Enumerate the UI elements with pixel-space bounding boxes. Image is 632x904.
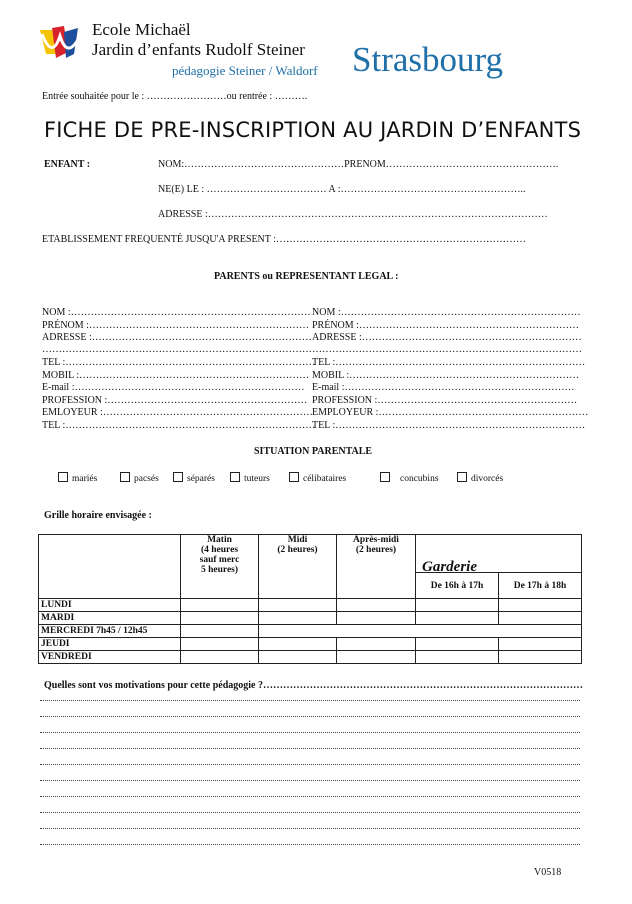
- entry-line: Entrée souhaitée pour le : ……………………ou rentrée : ……….: [42, 91, 308, 102]
- parent2-employeur-field[interactable]: EMPLOYEUR :………………………………………………………: [312, 407, 589, 418]
- motivation-line[interactable]: [40, 716, 580, 717]
- cell-jeudi-g1[interactable]: [416, 638, 499, 651]
- checkbox-box[interactable]: [120, 472, 130, 482]
- cell-mardi-g2[interactable]: [499, 612, 582, 625]
- checkbox-label: pacsés: [134, 474, 159, 484]
- parent2-mobil-field[interactable]: MOBIL :……………………………………………………………: [312, 370, 580, 381]
- cell-jeudi-g2[interactable]: [499, 638, 582, 651]
- checkbox-box[interactable]: [380, 472, 390, 482]
- table-row: [39, 625, 582, 638]
- checkbox-tuteurs[interactable]: [230, 472, 270, 484]
- table-row: [39, 599, 582, 612]
- motivation-line[interactable]: [40, 812, 580, 813]
- cell-mercredi-matin[interactable]: [181, 625, 259, 638]
- parent1-tel-field[interactable]: TEL :…………………………………………………………………: [42, 357, 316, 368]
- checkbox-box[interactable]: [457, 472, 467, 482]
- motivation-line[interactable]: [40, 732, 580, 733]
- checkbox-box[interactable]: [289, 472, 299, 482]
- parent1-tel2-field[interactable]: TEL :…………………………………………………………………: [42, 420, 316, 431]
- header-midi-sub: (2 heures): [277, 545, 318, 555]
- table-row: [39, 638, 582, 651]
- motivation-line[interactable]: [40, 844, 580, 845]
- cell-lundi-midi[interactable]: [259, 599, 337, 612]
- enfant-label: ENFANT :: [44, 159, 91, 170]
- etablissement-field[interactable]: ETABLISSEMENT FREQUENTÉ JUSQU'A PRESENT :…………………………………………………………………: [42, 234, 526, 245]
- checkbox-label: divorcés: [471, 474, 504, 484]
- checkbox-celibataires[interactable]: [289, 472, 346, 484]
- page-title: FICHE DE PRE-INSCRIPTION AU JARDIN D’ENFANTS: [44, 118, 582, 142]
- checkbox-separes[interactable]: [173, 472, 215, 484]
- checkbox-box[interactable]: [230, 472, 240, 482]
- parent1-nom-field[interactable]: NOM :………………………………………………………………: [42, 307, 311, 318]
- header-apres-midi: [337, 535, 416, 599]
- parent2-adresse2-field[interactable]: ………………………………………………………………………: [312, 344, 582, 355]
- header-garderie-17-18: De 17h à 18h: [499, 573, 582, 599]
- enfant-naissance-field[interactable]: NE(E) LE : ……………………………… A :………………………………………………..: [158, 184, 526, 195]
- cell-mardi-apres[interactable]: [337, 612, 416, 625]
- day-mardi: MARDI: [39, 612, 181, 625]
- cell-vendredi-matin[interactable]: [181, 651, 259, 664]
- parent2-nom-field[interactable]: NOM :………………………………………………………………: [312, 307, 581, 318]
- cell-vendredi-g2[interactable]: [499, 651, 582, 664]
- cell-mardi-matin[interactable]: [181, 612, 259, 625]
- enfant-nom-prenom-field[interactable]: NOM:…………………………………………PRENOM…………………………………………….: [158, 159, 559, 170]
- cell-lundi-g2[interactable]: [499, 599, 582, 612]
- cell-lundi-matin[interactable]: [181, 599, 259, 612]
- motivation-line[interactable]: [40, 700, 580, 701]
- header-apres-label: Après-midi: [353, 535, 399, 545]
- checkbox-box[interactable]: [173, 472, 183, 482]
- checkbox-maries[interactable]: [58, 472, 97, 484]
- motivations-question[interactable]: Quelles sont vos motivations pour cette pédagogie ?……………………………………………………………………………………: [44, 680, 583, 691]
- motivation-line[interactable]: [40, 748, 580, 749]
- schedule-table: [38, 534, 582, 664]
- parent1-profession-field[interactable]: PROFESSION :……………………………………………………: [42, 395, 308, 406]
- header-matin-label: Matin: [207, 535, 232, 545]
- motivation-line[interactable]: [40, 796, 580, 797]
- motivation-line[interactable]: [40, 828, 580, 829]
- cell-mercredi-rest: [259, 625, 582, 638]
- grille-heading: Grille horaire envisagée :: [44, 510, 152, 521]
- parent1-adresse-field[interactable]: ADRESSE :…………………………………………………………: [42, 332, 312, 343]
- header-midi-label: Midi: [287, 535, 308, 545]
- day-vendredi: VENDREDI: [39, 651, 181, 664]
- school-name-line3: pédagogie Steiner / Waldorf: [172, 63, 318, 78]
- checkbox-pacses[interactable]: [120, 472, 159, 484]
- header-midi: [259, 535, 337, 599]
- checkbox-label: célibataires: [303, 474, 347, 484]
- header-matin-sub3: 5 heures): [200, 565, 239, 575]
- cell-mardi-g1[interactable]: [416, 612, 499, 625]
- parent1-mobil-field[interactable]: MOBIL :……………………………………………………………: [42, 370, 310, 381]
- checkbox-label: séparés: [187, 474, 215, 484]
- cell-mardi-midi[interactable]: [259, 612, 337, 625]
- checkbox-label: tuteurs: [244, 474, 270, 484]
- day-jeudi: JEUDI: [39, 638, 181, 651]
- version-code: V0518: [534, 867, 562, 878]
- day-mercredi: MERCREDI 7h45 / 12h45: [39, 625, 181, 638]
- checkbox-box[interactable]: [58, 472, 68, 482]
- day-lundi: LUNDI: [39, 599, 181, 612]
- parent2-email-field[interactable]: E-mail :……………………………………………………………: [312, 382, 575, 393]
- table-row: [39, 651, 582, 664]
- parent1-adresse2-field[interactable]: ………………………………………………………………………: [42, 344, 312, 355]
- cell-vendredi-midi[interactable]: [259, 651, 337, 664]
- enfant-adresse-field[interactable]: ADRESSE :…………………………………………………………………………………………: [158, 209, 548, 220]
- motivation-line[interactable]: [40, 764, 580, 765]
- header-garderie-16-17: De 16h à 17h: [416, 573, 499, 599]
- header-matin: [181, 535, 259, 599]
- school-name-line1: Ecole Michaël: [92, 20, 191, 39]
- cell-jeudi-apres[interactable]: [337, 638, 416, 651]
- parent2-tel-field[interactable]: TEL :…………………………………………………………………: [312, 357, 586, 368]
- parent2-prenom-field[interactable]: PRÉNOM :…………………………………………………………: [312, 320, 579, 331]
- parents-heading: PARENTS ou REPRESENTANT LEGAL :: [214, 271, 399, 282]
- city-name: Strasbourg: [352, 40, 504, 79]
- cell-lundi-g1[interactable]: [416, 599, 499, 612]
- parent2-adresse-field[interactable]: ADRESSE :…………………………………………………………: [312, 332, 582, 343]
- parent1-employeur-field[interactable]: EMLOYEUR :………………………………………………………: [42, 407, 313, 418]
- checkbox-divorces[interactable]: [457, 472, 503, 484]
- header-matin-sub2: sauf merc: [199, 555, 240, 565]
- checkbox-concubins[interactable]: [380, 472, 439, 484]
- school-name-line2: Jardin d’enfants Rudolf Steiner: [92, 40, 305, 59]
- cell-lundi-apres[interactable]: [337, 599, 416, 612]
- checkbox-label: concubins: [400, 474, 439, 484]
- checkbox-label: mariés: [72, 474, 98, 484]
- cell-vendredi-apres[interactable]: [337, 651, 416, 664]
- cell-jeudi-midi[interactable]: [259, 638, 337, 651]
- situation-heading: SITUATION PARENTALE: [254, 446, 373, 457]
- parent2-tel2-field[interactable]: TEL :…………………………………………………………………: [312, 420, 586, 431]
- cell-vendredi-g1[interactable]: [416, 651, 499, 664]
- school-logo: [38, 24, 90, 64]
- header-matin-sub1: (4 heures: [200, 545, 239, 555]
- corner-cell: [39, 535, 181, 599]
- parent1-prenom-field[interactable]: PRÉNOM :…………………………………………………………: [42, 320, 309, 331]
- cell-jeudi-matin[interactable]: [181, 638, 259, 651]
- motivation-line[interactable]: [40, 780, 580, 781]
- header-garderie: Garderie: [416, 535, 582, 573]
- parent2-profession-field[interactable]: PROFESSION :……………………………………………………: [312, 395, 578, 406]
- header-apres-sub: (2 heures): [355, 545, 397, 555]
- table-row: [39, 612, 582, 625]
- parent1-email-field[interactable]: E-mail :……………………………………………………………: [42, 382, 305, 393]
